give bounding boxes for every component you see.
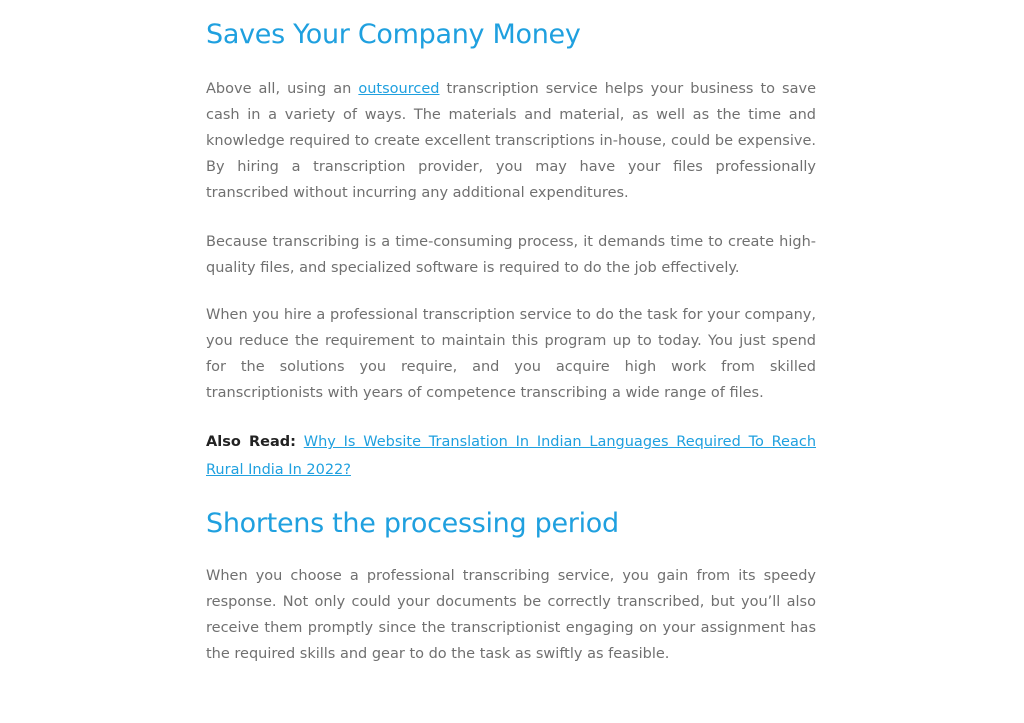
paragraph-intro — [206, 76, 816, 206]
also-read-link[interactable]: Why Is Website Translation In Indian Languages Required To Reach Rural India In 2022? — [206, 434, 817, 478]
paragraph-time-consuming: Because transcribing is a time-consuming process, it demands time to create high-quality files, and specialized software is required to do the job effectively. — [206, 234, 816, 276]
outsourced-link[interactable]: outsourced — [358, 81, 440, 97]
also-read-label: Also Read: — [206, 434, 296, 450]
also-read — [206, 428, 816, 484]
paragraph-hire-professional: When you hire a professional transcription service to do the task for your company, you reduce the requirement to maintain this program up to today. You just spend for the solutions you require, and you acquire high work from skilled transcriptionists with years of competence transcribing a wide range of files. — [206, 307, 816, 401]
section-heading-shortens-period: Shortens the processing period — [206, 508, 619, 539]
paragraph-speedy-response: When you choose a professional transcribing service, you gain from its speedy response. Not only could your documents be correctly transcribed, but you’ll also receive them promptly since the transcriptionist engaging on your assignment has the required skills and gear to do the task as swiftly as feasible. — [206, 568, 816, 662]
paragraph-text: transcription service helps your business to save cash in a variety of ways. The materials and material, as well as the time and knowledge required to create excellent transcriptions in-house, could be expensive. By hiring a transcription provider, you may have your files professionally transcribed without incurring any additional expenditures. — [206, 81, 816, 201]
paragraph-text: Above all, using an — [206, 81, 359, 97]
section-heading-saves-money: Saves Your Company Money — [206, 19, 581, 50]
